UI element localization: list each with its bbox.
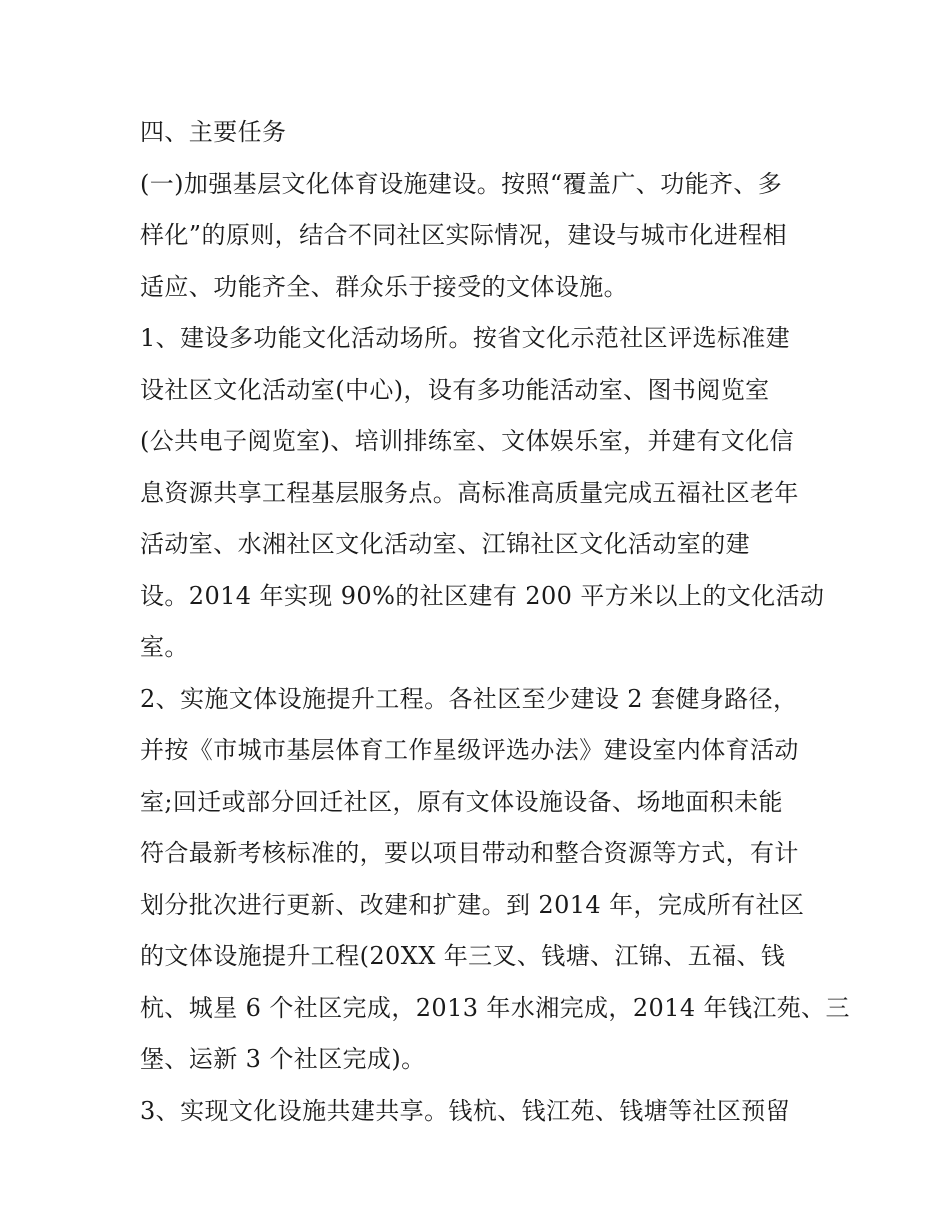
section-heading: 四、主要任务 bbox=[140, 118, 287, 146]
text-line: 设。2014 年实现 90%的社区建有 200 平方米以上的文化活动 bbox=[140, 581, 825, 610]
text-line: 3、实现文化设施共建共享。钱杭、钱江苑、钱塘等社区预留 bbox=[140, 1096, 791, 1125]
text-line: 活动室、水湘社区文化活动室、江锦社区文化活动室的建 bbox=[140, 530, 750, 558]
text-line: (一)加强基层文化体育设施建设。按照“覆盖广、功能齐、多 bbox=[140, 169, 783, 198]
text-line: 杭、城星 6 个社区完成，2013 年水湘完成，2014 年钱江苑、三 bbox=[140, 993, 850, 1022]
text-line: 划分批次进行更新、改建和扩建。到 2014 年，完成所有社区 bbox=[140, 890, 805, 919]
text-line: 1、建设多功能文化活动场所。按省文化示范社区评选标准建 bbox=[140, 324, 791, 352]
text-line: 适应、功能齐全、群众乐于接受的文体设施。 bbox=[140, 272, 628, 301]
text-line: 室。 bbox=[140, 633, 189, 661]
text-line: 息资源共享工程基层服务点。高标准高质量完成五福社区老年 bbox=[140, 478, 799, 507]
text-line: 堡、运新 3 个社区完成)。 bbox=[140, 1045, 426, 1073]
text-line: 室;回迁或部分回迁社区，原有文体设施设备、场地面积未能 bbox=[140, 787, 783, 816]
text-line: 2、实施文体设施提升工程。各社区至少建设 2 套健身路径， bbox=[140, 684, 798, 713]
text-line: (公共电子阅览室)、培训排练室、文体娱乐室，并建有文化信 bbox=[140, 427, 794, 455]
text-line: 设社区文化活动室(中心)，设有多功能活动室、图书阅览室 bbox=[140, 375, 770, 404]
text-line: 并按《市城市基层体育工作星级评选办法》建设室内体育活动 bbox=[140, 736, 799, 764]
text-line: 样化”的原则，结合不同社区实际情况，建设与城市化进程相 bbox=[140, 221, 788, 249]
document-body bbox=[140, 107, 850, 1137]
text-line: 的文体设施提升工程(20XX 年三叉、钱塘、江锦、五福、钱 bbox=[140, 942, 786, 970]
text-line: 符合最新考核标准的，要以项目带动和整合资源等方式，有计 bbox=[140, 839, 799, 867]
